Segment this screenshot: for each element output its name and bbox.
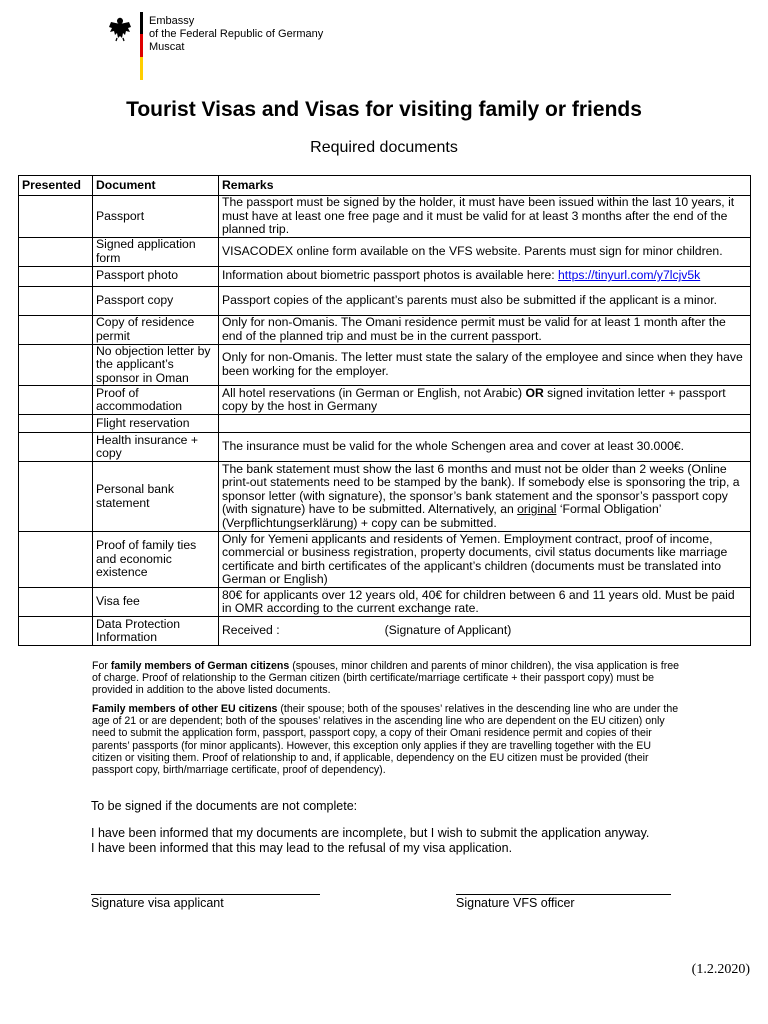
remarks-cell bbox=[219, 266, 751, 286]
photo-info-link[interactable]: https://tinyurl.com/y7lcjv5k bbox=[558, 268, 701, 283]
document-cell: Health insurance + copy bbox=[93, 433, 219, 462]
document-cell: Flight reservation bbox=[93, 415, 219, 433]
signature-statement bbox=[91, 826, 711, 855]
statement-line-1: I have been informed that my documents are incomplete, but I wish to submit the application anyway. bbox=[91, 826, 650, 840]
remarks-cell bbox=[219, 415, 751, 433]
document-cell: Passport bbox=[93, 196, 219, 238]
presented-checkbox-cell[interactable] bbox=[19, 286, 93, 315]
note-text: For bbox=[92, 660, 111, 672]
presented-checkbox-cell[interactable] bbox=[19, 532, 93, 588]
table-row bbox=[19, 237, 751, 266]
note-eu-citizens bbox=[92, 703, 682, 776]
presented-checkbox-cell[interactable] bbox=[19, 462, 93, 532]
vfs-officer-signature-line[interactable] bbox=[456, 894, 671, 895]
remarks-or-emphasis: OR bbox=[525, 385, 544, 400]
document-cell: Visa fee bbox=[93, 588, 219, 617]
remarks-text: The bank statement must show the last 6 months and must not be older than 2 weeks (Online print-out statements need to be stamped by the bank). If somebody else is sponsoring the trip, a sponsor letter (with signature), the sponsor’s bank statement and the sponsor’s passport copy (with signature) have to be submitted. Alternatively, an bbox=[222, 461, 740, 517]
table-row bbox=[19, 196, 751, 238]
table-header-row bbox=[19, 176, 751, 196]
remarks-cell: VISACODEX online form available on the VFS website. Parents must sign for minor children. bbox=[219, 237, 751, 266]
document-cell: Proof of accommodation bbox=[93, 386, 219, 415]
signature-heading bbox=[91, 799, 711, 814]
remarks-cell: The passport must be signed by the holder, it must have been issued within the last 10 years, it must have at least one free page and it must be valid for at least 3 months after the end of the planned trip. bbox=[219, 196, 751, 238]
presented-checkbox-cell[interactable] bbox=[19, 588, 93, 617]
header-presented: Presented bbox=[19, 176, 93, 196]
document-cell: Passport photo bbox=[93, 266, 219, 286]
vfs-officer-signature-label: Signature VFS officer bbox=[456, 896, 575, 910]
presented-checkbox-cell[interactable] bbox=[19, 386, 93, 415]
document-cell: No objection letter by the applicant’s sponsor in Oman bbox=[93, 344, 219, 386]
remarks-cell: Only for Yemeni applicants and residents of Yemen. Employment contract, proof of income, commercial or business registration, property documents, civil status documents like marriage certificate and birth certificates of the applicant’s children (documents must be translated into German or English) bbox=[219, 532, 751, 588]
table-row bbox=[19, 415, 751, 433]
header-document: Document bbox=[93, 176, 219, 196]
flag-red-stripe bbox=[140, 34, 143, 57]
embassy-name bbox=[149, 15, 323, 54]
remarks-cell bbox=[219, 462, 751, 532]
presented-checkbox-cell[interactable] bbox=[19, 344, 93, 386]
table-row bbox=[19, 617, 751, 646]
note-text-cont: (their spouse; both of the spouses’ relatives in the descending line who are under the age of 21 or are dependent; both of the spouses’ relatives in the ascending line who are dependent on the EU citizen) only need to submit the application form, passport, passport copy, a copy of their Omani residence permit and copies of their parents’ passports (for minor applicants). However, this exception only applies if they are travelling together with the EU citizen or visiting them. Proof of relationship to and, if applicable, dependency on the EU citizen must be provided (their passport copy, birth/marriage certificate, proof of dependency). bbox=[92, 703, 679, 777]
remarks-text-cont: signed invitation letter + passport copy by the host in Germany bbox=[222, 385, 726, 413]
document-cell: Passport copy bbox=[93, 286, 219, 315]
embassy-line-1: Embassy bbox=[149, 15, 195, 27]
remarks-text: All hotel reservations (in German or English, not Arabic) bbox=[222, 385, 526, 400]
german-flag-bar bbox=[140, 12, 143, 80]
table-row bbox=[19, 315, 751, 344]
remarks-cell bbox=[219, 386, 751, 415]
table-row bbox=[19, 532, 751, 588]
flag-black-stripe bbox=[140, 12, 143, 34]
applicant-signature-label: Signature visa applicant bbox=[91, 896, 224, 910]
note-emphasis: family members of German citizens bbox=[110, 660, 290, 672]
table-row bbox=[19, 266, 751, 286]
received-label: Received : bbox=[222, 623, 280, 638]
table-row bbox=[19, 462, 751, 532]
embassy-line-2: of the Federal Republic of Germany bbox=[149, 28, 324, 40]
presented-checkbox-cell[interactable] bbox=[19, 415, 93, 433]
remarks-original-underlined: original bbox=[517, 502, 557, 517]
flag-gold-stripe bbox=[140, 57, 143, 80]
federal-eagle-icon bbox=[108, 16, 132, 42]
document-cell: Proof of family ties and economic existence bbox=[93, 532, 219, 588]
document-cell: Personal bank statement bbox=[93, 462, 219, 532]
document-cell: Copy of residence permit bbox=[93, 315, 219, 344]
remarks-cell: Only for non-Omanis. The letter must state the salary of the employee and since when they have been working for the employer. bbox=[219, 344, 751, 386]
presented-checkbox-cell[interactable] bbox=[19, 196, 93, 238]
note-emphasis: Family members of other EU citizens bbox=[92, 703, 278, 715]
table-row bbox=[19, 344, 751, 386]
note-text-cont: (spouses, minor children and parents of minor children), the visa application is free of charge. Proof of relationship to the German citizen (birth certificate/marriage certificate + their passport copy) must be provided in addition to the above listed documents. bbox=[92, 660, 680, 697]
presented-checkbox-cell[interactable] bbox=[19, 617, 93, 646]
remarks-cell bbox=[219, 617, 751, 646]
signature-of-applicant-label: (Signature of Applicant) bbox=[384, 623, 512, 638]
presented-checkbox-cell[interactable] bbox=[19, 433, 93, 462]
statement-line-2: I have been informed that this may lead to the refusal of my visa application. bbox=[91, 840, 513, 855]
embassy-line-3: Muscat bbox=[149, 41, 185, 53]
table-row bbox=[19, 286, 751, 315]
applicant-signature-line[interactable] bbox=[91, 894, 320, 895]
note-german-citizens bbox=[92, 660, 682, 697]
presented-checkbox-cell[interactable] bbox=[19, 315, 93, 344]
document-date: (1.2.2020) bbox=[691, 962, 750, 977]
table-row bbox=[19, 433, 751, 462]
remarks-cell: Passport copies of the applicant’s parents must also be submitted if the applicant is a minor. bbox=[219, 286, 751, 315]
remarks-text: Information about biometric passport photos is available here: bbox=[222, 268, 559, 283]
signature-heading-text: To be signed if the documents are not complete: bbox=[91, 799, 358, 813]
remarks-cell: 80€ for applicants over 12 years old, 40€ for children between 6 and 11 years old. Must be paid in OMR according to the current exchange rate. bbox=[219, 588, 751, 617]
remarks-text-cont: ‘Formal Obligation’ (Verpflichtungserklärung) + copy can be submitted. bbox=[222, 502, 661, 530]
remarks-cell: Only for non-Omanis. The Omani residence permit must be valid for at least 1 month after the end of the planned trip and must be in the current passport. bbox=[219, 315, 751, 344]
remarks-cell: The insurance must be valid for the whole Schengen area and cover at least 30.000€. bbox=[219, 433, 751, 462]
table-row bbox=[19, 588, 751, 617]
required-documents-table bbox=[18, 175, 751, 646]
presented-checkbox-cell[interactable] bbox=[19, 266, 93, 286]
page-title: Tourist Visas and Visas for visiting family or friends bbox=[126, 98, 642, 121]
page-subtitle: Required documents bbox=[310, 139, 458, 156]
header-remarks: Remarks bbox=[219, 176, 751, 196]
document-cell: Signed application form bbox=[93, 237, 219, 266]
table-row bbox=[19, 386, 751, 415]
document-cell: Data Protection Information bbox=[93, 617, 219, 646]
presented-checkbox-cell[interactable] bbox=[19, 237, 93, 266]
